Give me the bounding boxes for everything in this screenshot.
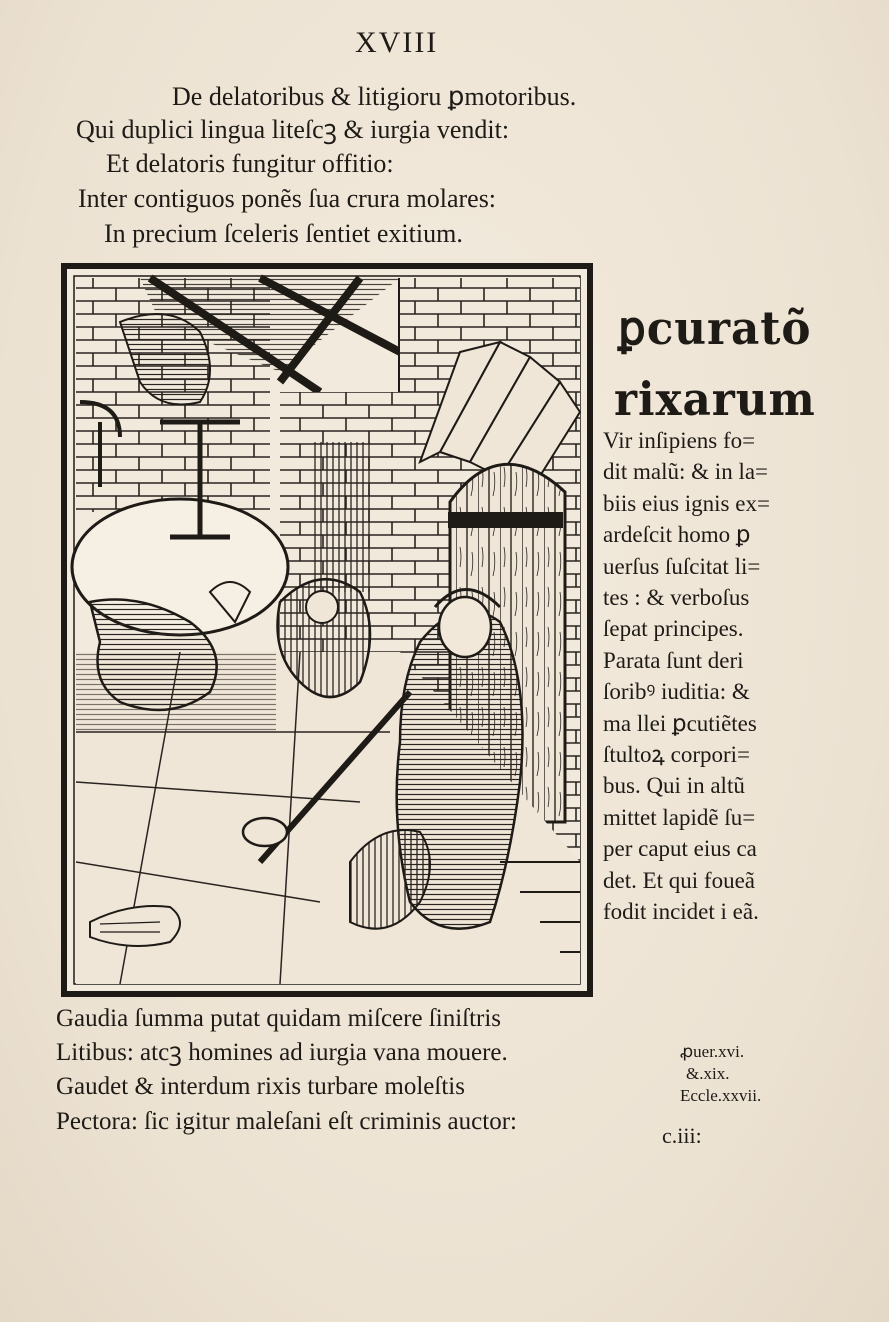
bottom-verse-line: Litibus: atcꝫ homines ad iurgia vana mouere. bbox=[56, 1039, 508, 1066]
side-text-line: Vir inſipiens fo= bbox=[603, 428, 756, 453]
blackletter-caption-line: rixarum bbox=[614, 372, 816, 426]
folio-number: XVIII bbox=[355, 26, 439, 59]
side-text-line: Parata ſunt deri bbox=[603, 647, 744, 673]
woodcut-illustration bbox=[60, 262, 594, 998]
side-text-column bbox=[603, 425, 883, 928]
heading-verse-line: Inter contiguos ponẽs ſua crura molares: bbox=[78, 184, 497, 213]
side-text-line: bus. Qui in altũ bbox=[603, 773, 745, 799]
side-text-line: biis eius ignis ex= bbox=[603, 490, 770, 516]
margin-note: Eccle.xxvii. bbox=[680, 1086, 762, 1105]
heading-verse-line: Qui duplici lingua liteſcꝫ & iurgia vendit: bbox=[76, 115, 510, 144]
side-text-line: dit malũ: & in la= bbox=[603, 459, 769, 485]
side-text-line: ardeſcit homo ꝑ bbox=[603, 522, 751, 548]
side-text-line: ſoribꝰ iuditia: & bbox=[603, 679, 750, 705]
side-text-line: mittet lapidẽ ſu= bbox=[603, 804, 756, 830]
signature-mark: c.iii: bbox=[662, 1123, 702, 1148]
side-text-line: tes : & verboſus bbox=[603, 585, 750, 611]
heading-verse-line: In precium ſceleris ſentiet exitium. bbox=[104, 219, 463, 248]
margin-note: &.xix. bbox=[686, 1064, 730, 1083]
bottom-verse-line: Pectora: ſic igitur maleſani eſt criminis auctor: bbox=[56, 1108, 517, 1135]
bottom-verse-line: Gaudet & interdum rixis turbare moleſtis bbox=[56, 1073, 465, 1100]
side-text-line: per caput eius ca bbox=[603, 836, 757, 862]
bottom-verse-line: Gaudia ſumma putat quidam miſcere ſiniſtris bbox=[56, 1005, 502, 1032]
side-text-line: fodit incidet i eã. bbox=[603, 899, 759, 925]
side-text-line: ma llei ꝑcutiẽtes bbox=[603, 710, 757, 736]
heading-verse-line: Et delatoris fungitur offitio: bbox=[106, 149, 394, 178]
side-text-line: ſtultoꝝ corpori= bbox=[603, 742, 750, 768]
heading-verse-line: De delatoribus & litigioru ꝑmotoribus. bbox=[172, 82, 577, 111]
side-text-line: ſepat principes. bbox=[603, 616, 744, 642]
side-text-line: uerſus ſuſcitat li= bbox=[603, 553, 761, 579]
margin-note: ꝓuer.xvi. bbox=[680, 1042, 745, 1061]
blackletter-caption-line: ꝑcuratõ bbox=[618, 301, 812, 355]
side-text-line: det. Et qui foueã bbox=[603, 867, 756, 893]
